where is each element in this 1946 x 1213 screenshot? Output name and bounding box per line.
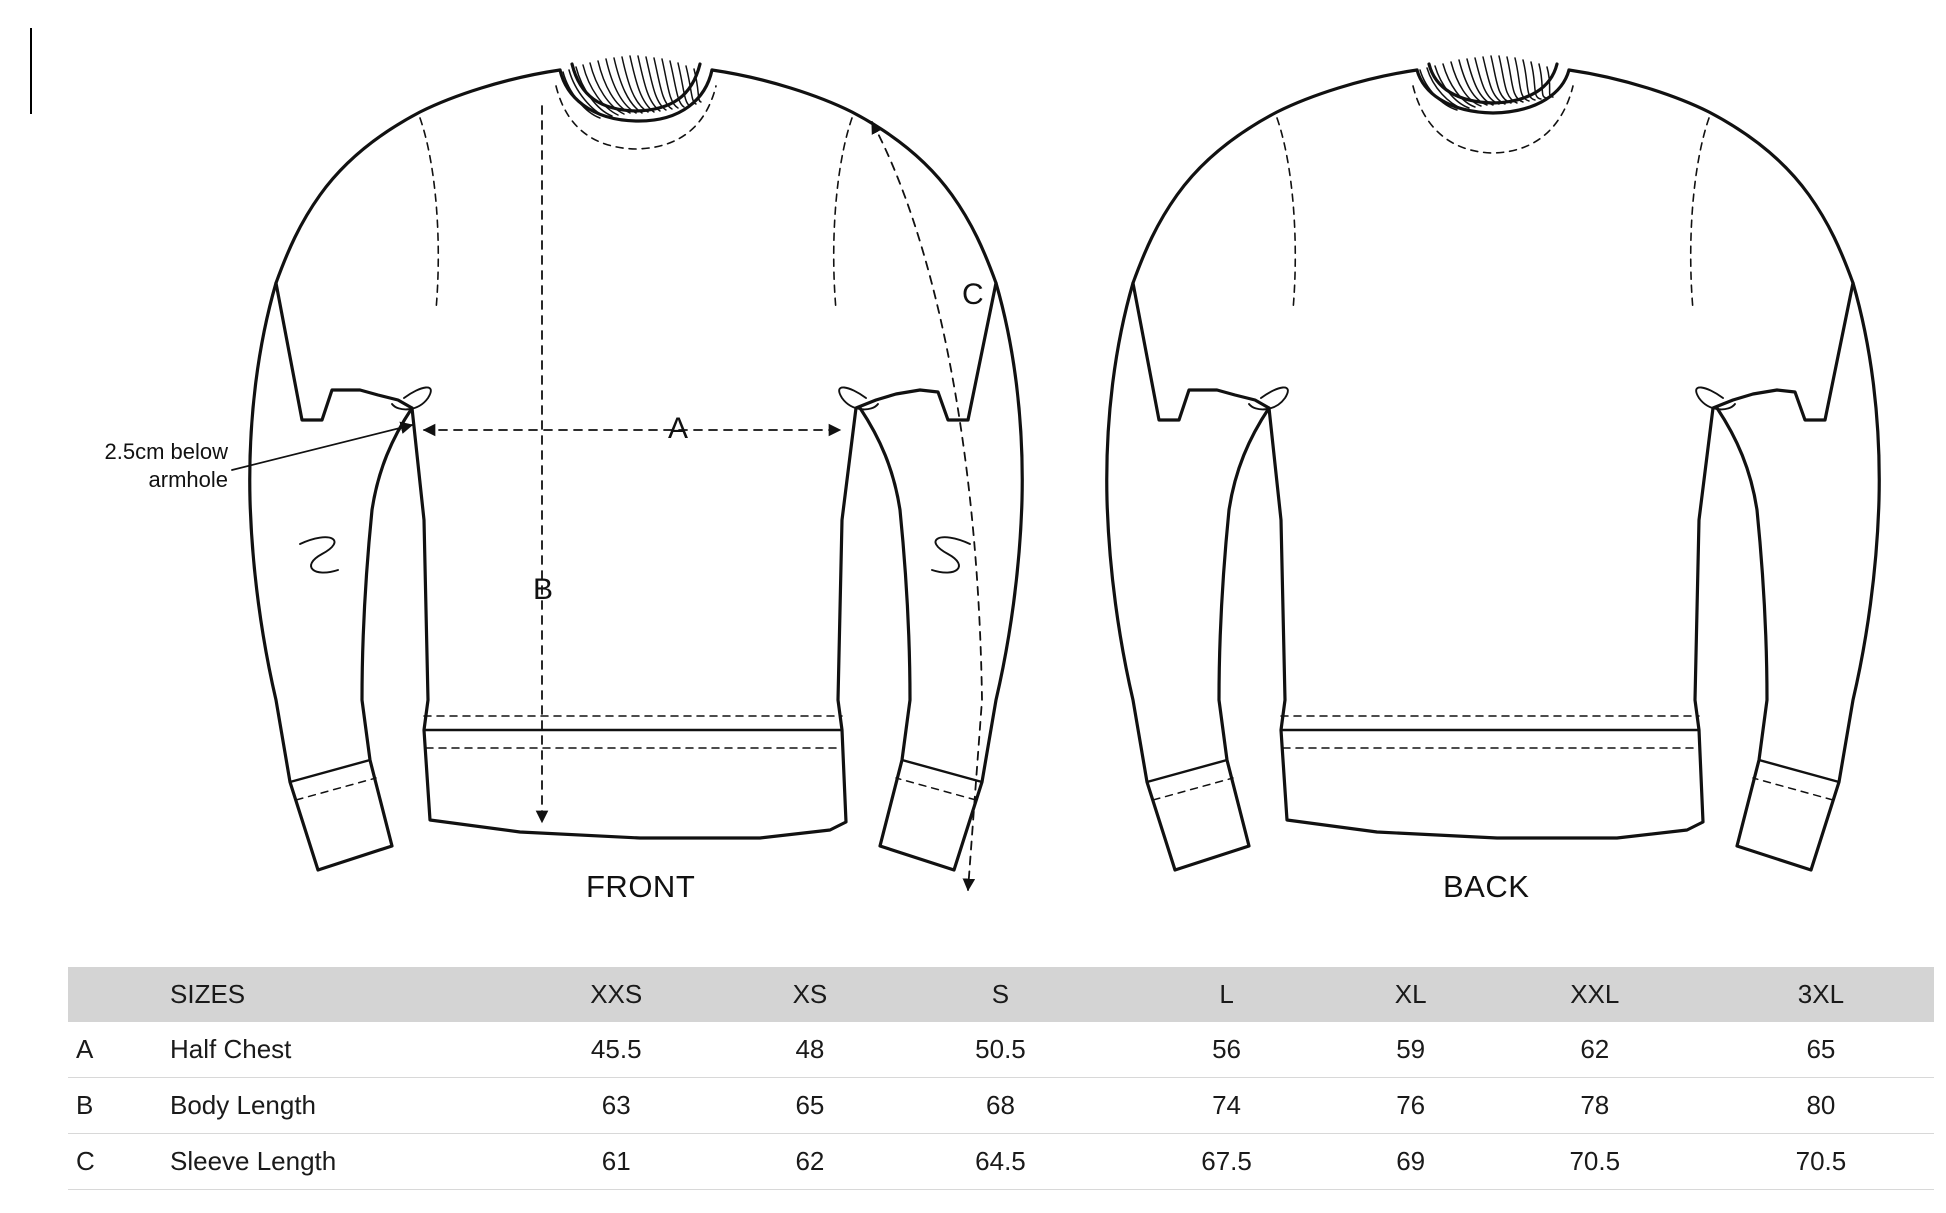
view-label-front: FRONT: [586, 869, 696, 904]
table-header-row: [68, 967, 1934, 1022]
size-chart-table: [68, 967, 1934, 1190]
header-size-s: S: [991, 979, 1010, 1009]
armhole-note: [78, 438, 228, 494]
cell-b-s: 68: [986, 1090, 1015, 1120]
header-size-xxs: XXS: [590, 979, 643, 1009]
cell-c-xs: 62: [795, 1146, 825, 1176]
header-size-xl: XL: [1394, 979, 1427, 1009]
table-row: [68, 1078, 1934, 1134]
armhole-note-line-1: 2.5cm below: [104, 439, 228, 464]
header-size-l: L: [1219, 979, 1234, 1009]
cell-c-xxl: 70.5: [1569, 1146, 1621, 1176]
cell-a-xs: 48: [795, 1034, 825, 1064]
cell-b-l: 74: [1212, 1090, 1242, 1120]
table-row: [68, 1134, 1934, 1190]
cell-c-l: 67.5: [1201, 1146, 1252, 1176]
back-view-art: [1107, 56, 1880, 870]
header-sizes: SIZES: [170, 979, 246, 1009]
row-key-c: C: [76, 1146, 95, 1176]
cell-a-xxl: 62: [1580, 1034, 1610, 1064]
header-size-3xl: 3XL: [1797, 979, 1845, 1009]
dimension-label-b: B: [533, 573, 554, 606]
cell-c-xl: 69: [1396, 1146, 1426, 1176]
header-size-xs: XS: [792, 979, 828, 1009]
front-view-art: [250, 56, 1023, 870]
row-name-sleeve-length: Sleeve Length: [170, 1146, 337, 1176]
table-row: [68, 1022, 1934, 1078]
size-chart-body: [68, 1022, 1934, 1190]
cell-c-3xl: 70.5: [1795, 1146, 1847, 1176]
header-key: [68, 967, 128, 1022]
row-name-half-chest: Half Chest: [170, 1034, 292, 1064]
size-chart-header: [68, 967, 1934, 1022]
dimension-label-c: C: [962, 278, 984, 311]
cell-a-xxs: 45.5: [590, 1034, 642, 1064]
cell-a-l: 56: [1212, 1034, 1242, 1064]
cell-a-s: 50.5: [975, 1034, 1026, 1064]
armhole-note-line-2: armhole: [148, 467, 228, 492]
header-size-xxl: XXL: [1570, 979, 1620, 1009]
cell-c-s: 64.5: [975, 1146, 1026, 1176]
cell-a-3xl: 65: [1806, 1034, 1836, 1064]
dimension-line-c: [872, 122, 982, 890]
cell-a-xl: 59: [1396, 1034, 1426, 1064]
cell-b-xl: 76: [1396, 1090, 1426, 1120]
cell-b-xxs: 63: [601, 1090, 631, 1120]
row-key-a: A: [76, 1034, 94, 1064]
row-name-body-length: Body Length: [170, 1090, 317, 1120]
measurement-lines: [232, 106, 982, 890]
view-label-back: BACK: [1443, 869, 1530, 904]
dimension-label-a: A: [668, 412, 689, 445]
cell-b-xs: 65: [795, 1090, 825, 1120]
cell-b-3xl: 80: [1806, 1090, 1836, 1120]
cell-b-xxl: 78: [1580, 1090, 1610, 1120]
cell-c-xxs: 61: [601, 1146, 631, 1176]
row-key-b: B: [76, 1090, 94, 1120]
